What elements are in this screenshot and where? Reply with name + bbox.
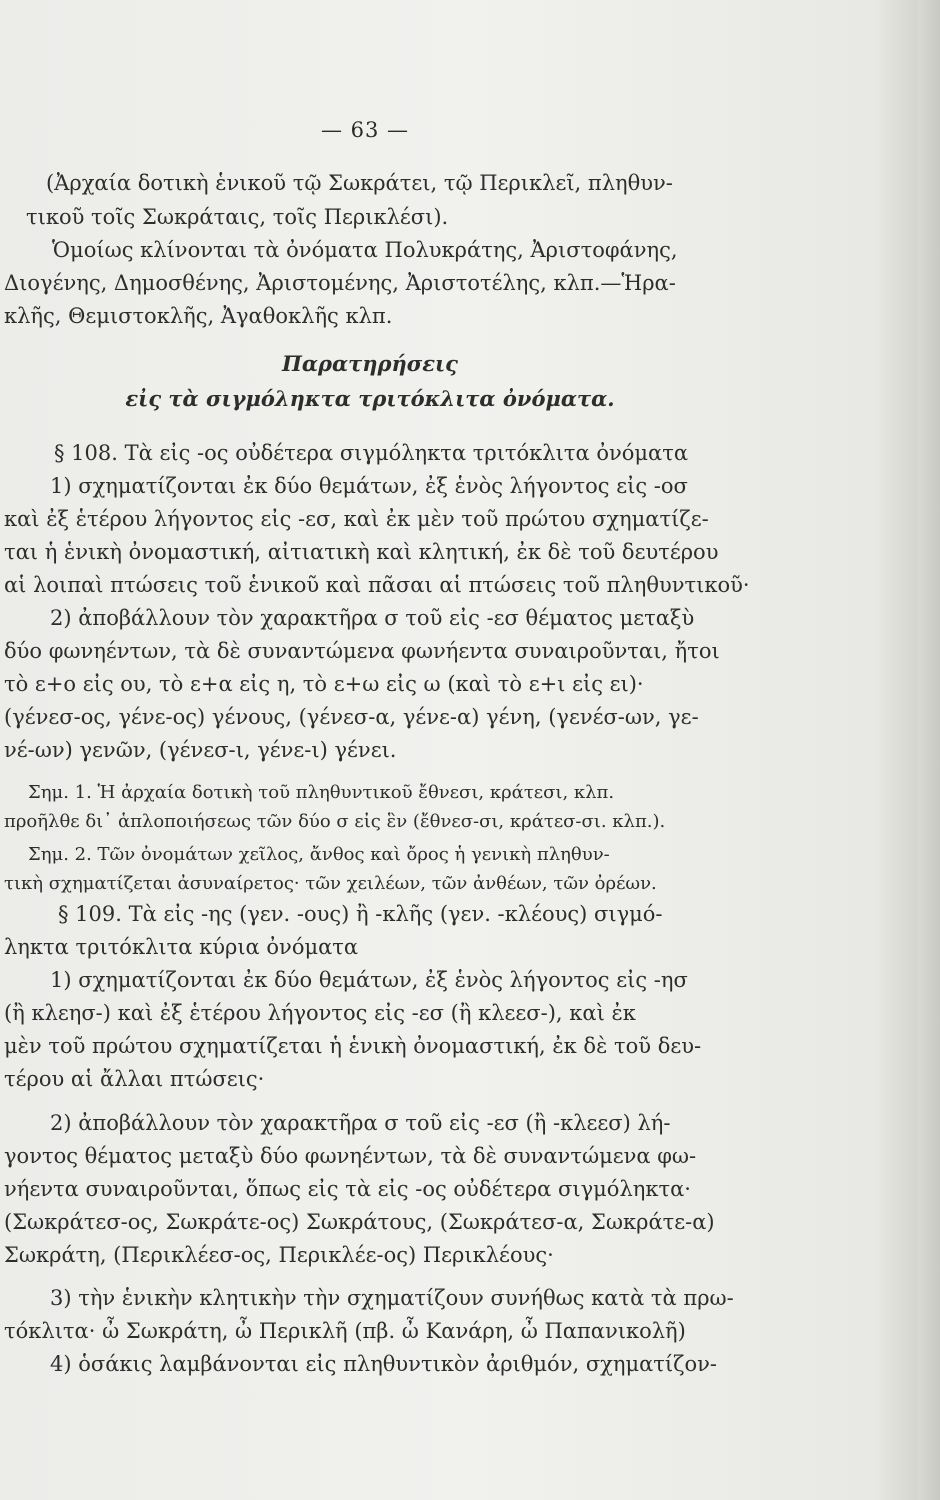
page-number: — 63 — [320,118,410,142]
text-line: τόκλιτα· ὦ Σωκράτη, ὦ Περικλῆ (πβ. ὦ Κανάρη, ὦ Παπανικολῆ) [4,1319,686,1343]
paragraph-line: § 109. Τὰ εἰς -ης (γεν. -ους) ἢ -κλῆς (γεν. -κλέους) σιγμό- [58,902,663,926]
text-line: τικοῦ τοῖς Σωκράταις, τοῖς Περικλέσι). [26,205,449,229]
text-line: καὶ ἐξ ἑτέρου λήγοντος εἰς -εσ, καὶ ἐκ μὲν τοῦ πρώτου σχηματίζε- [4,507,709,531]
text-line: 1) σχηματίζονται ἐκ δύο θεμάτων, ἐξ ἑνὸς λήγοντος εἰς -οσ [50,474,688,498]
text-line: νήεντα συναιροῦνται, ὅπως εἰς τὰ εἰς -ος οὐδέτερα σιγμόληκτα· [4,1177,691,1201]
text-line: (γένεσ-ος, γένε-ος) γένους, (γένεσ-α, γένε-α) γένη, (γενέσ-ων, γε- [4,705,699,729]
text-line: 4) ὁσάκις λαμβάνονται εἰς πληθυντικὸν ἀριθμόν, σχηματίζον- [50,1352,718,1376]
text-line: μὲν τοῦ πρώτου σχηματίζεται ἡ ἑνικὴ ὀνομαστική, ἐκ δὲ τοῦ δευ- [4,1034,702,1058]
text-line: ληκτα τριτόκλιτα κύρια ὀνόματα [4,935,359,959]
text-line: γοντος θέματος μεταξὺ δύο φωνηέντων, τὰ δὲ συναντώμενα φω- [4,1144,697,1168]
text-line: νέ-ων) γενῶν, (γένεσ-ι, γένε-ι) γένει. [4,738,397,762]
text-line: κλῆς, Θεμιστοκλῆς, Ἀγαθοκλῆς κλπ. [4,304,393,328]
text-line: 2) ἀποβάλλουν τὸν χαρακτῆρα σ τοῦ εἰς -εσ (ἢ -κλεεσ) λή- [50,1111,671,1135]
note-line: προῆλθε δι᾽ ἁπλοποιήσεως τῶν δύο σ εἰς ἓν (ἔθνεσ-σι, κράτεσ-σι. κλπ.). [4,811,666,832]
section-subheading: εἰς τὰ σιγμόληκτα τριτόκλιτα ὀνόματα. [125,386,615,411]
text-line: αἱ λοιπαὶ πτώσεις τοῦ ἑνικοῦ καὶ πᾶσαι αἱ πτώσεις τοῦ πληθυντικοῦ· [4,573,750,597]
text-line: Διογένης, Δημοσθένης, Ἀριστομένης, Ἀριστοτέλης, κλπ.—Ἡρα- [4,271,676,295]
text-line: δύο φωνηέντων, τὰ δὲ συναντώμενα φωνήεντα συναιροῦνται, ἤτοι [4,639,720,663]
paragraph-line: § 108. Τὰ εἰς -ος οὐδέτερα σιγμόληκτα τριτόκλιτα ὀνόματα [54,441,689,465]
text-line: Ὁμοίως κλίνονται τὰ ὀνόματα Πολυκράτης, Ἀριστοφάνης, [52,238,678,262]
text-line: 2) ἀποβάλλουν τὸν χαρακτῆρα σ τοῦ εἰς -εσ θέματος μεταξὺ [50,606,695,630]
note-line: Σημ. 1. Ἡ ἀρχαία δοτικὴ τοῦ πληθυντικοῦ ἔθνεσι, κράτεσι, κλπ. [28,782,615,803]
text-line: 1) σχηματίζονται ἐκ δύο θεμάτων, ἐξ ἑνὸς λήγοντος εἰς -ησ [50,968,688,992]
text-line: 3) τὴν ἑνικὴν κλητικὴν τὴν σχηματίζουν συνήθως κατὰ τὰ πρω- [50,1286,734,1310]
note-line: τικὴ σχηματίζεται ἀσυναίρετος· τῶν χειλέων, τῶν ἀνθέων, τῶν ὀρέων. [4,873,657,894]
text-line: τὸ ε+ο εἰς ου, τὸ ε+α εἰς η, τὸ ε+ω εἰς ω (καὶ τὸ ε+ι εἰς ει)· [4,672,644,696]
section-heading: Παρατηρήσεις [282,351,458,376]
page-edge [918,0,940,1500]
note-line: Σημ. 2. Τῶν ὀνομάτων χεῖλος, ἄνθος καὶ ὄρος ἡ γενικὴ πληθυν- [28,844,610,865]
text-line: τέρου αἱ ἄλλαι πτώσεις· [4,1067,265,1091]
text-line: (ἢ κλεησ-) καὶ ἐξ ἑτέρου λήγοντος εἰς -εσ (ἢ κλεεσ-), καὶ ἐκ [4,1001,636,1025]
text-line: Σωκράτη, (Περικλέεσ-ος, Περικλέε-ος) Περικλέους· [4,1243,554,1267]
text-line: ται ἡ ἑνικὴ ὀνομαστική, αἰτιατικὴ καὶ κλητική, ἐκ δὲ τοῦ δευτέρου [4,540,719,564]
text-line: (Ἀρχαία δοτικὴ ἑνικοῦ τῷ Σωκράτει, τῷ Περικλεῖ, πληθυν- [46,171,673,195]
text-line: (Σωκράτεσ-ος, Σωκράτε-ος) Σωκράτους, (Σωκράτεσ-α, Σωκράτε-α) [4,1210,715,1234]
